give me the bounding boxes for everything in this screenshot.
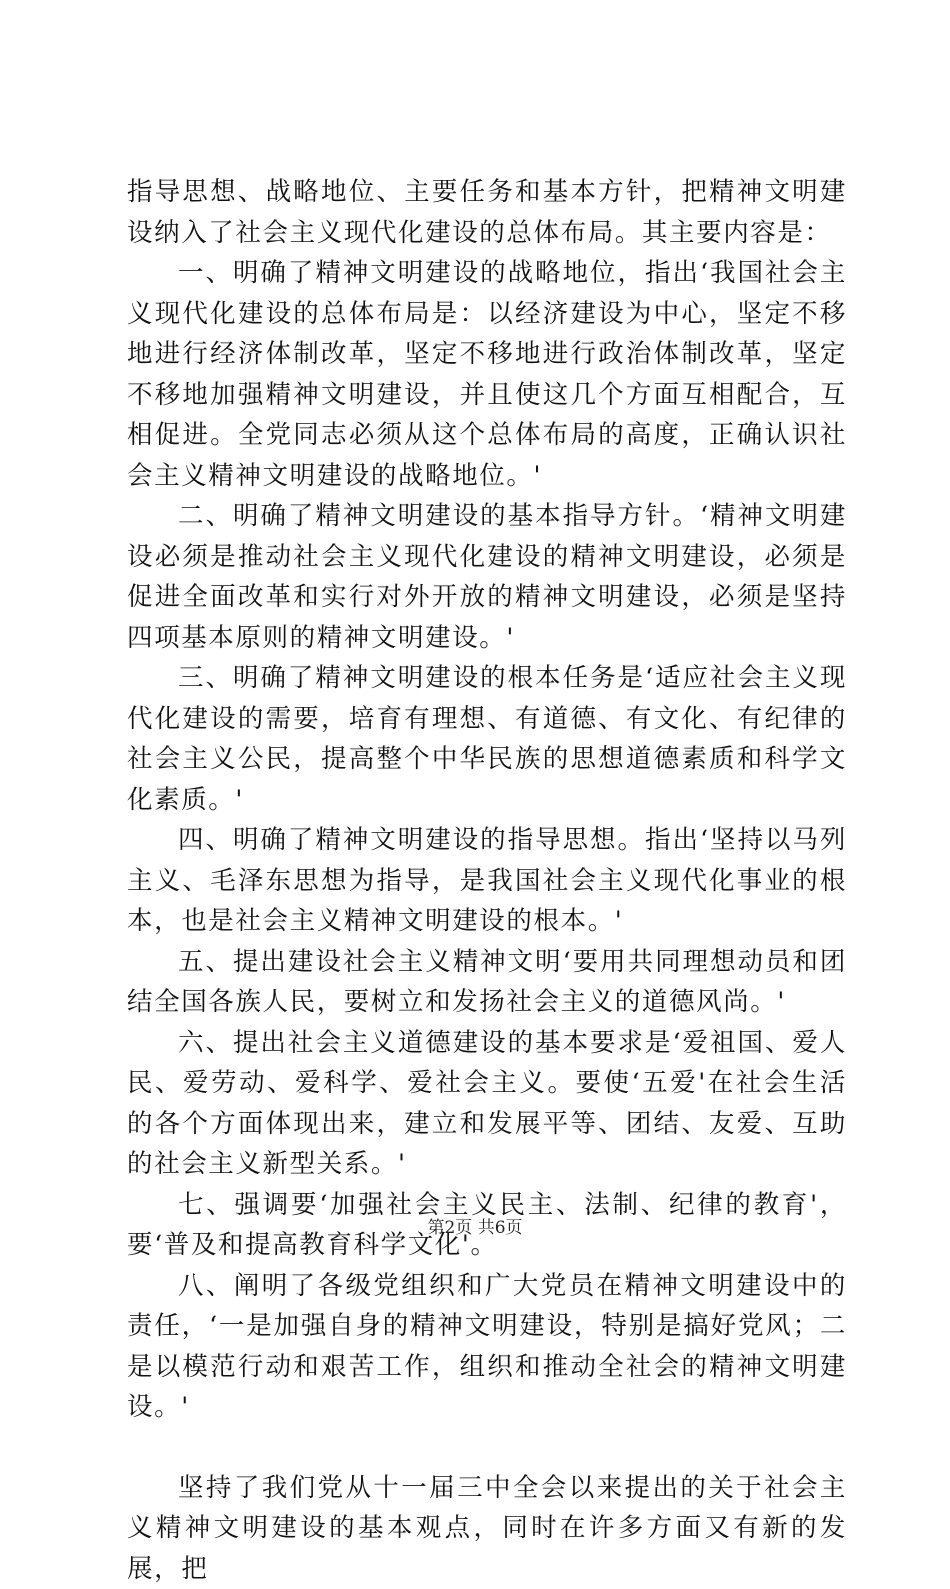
paragraph-gap bbox=[127, 1428, 847, 1468]
paragraph-point-3: 三、明确了精神文明建设的根本任务是‘适应社会主义现代化建设的需要，培育有理想、有道德、有文化、有纪律的社会主义公民，提高整个中华民族的思想道德素质和科学文化素质。' bbox=[127, 658, 847, 820]
paragraph-point-2: 二、明确了精神文明建设的基本指导方针。‘精神文明建设必须是推动社会主义现代化建设的精神文明建设，必须是促进全面改革和实行对外开放的精神文明建设，必须是坚持四项基本原则的精神文明建设。' bbox=[127, 496, 847, 658]
paragraph-point-7: 七、强调要‘加强社会主义民主、法制、纪律的教育'，要‘普及和提高教育科学文化'。 bbox=[127, 1185, 847, 1266]
paragraph-point-4: 四、明确了精神文明建设的指导思想。指出‘坚持以马列主义、毛泽东思想为指导，是我国社会主义现代化事业的根本，也是社会主义精神文明建设的根本。' bbox=[127, 820, 847, 942]
paragraph-continuation: 坚持了我们党从十一届三中全会以来提出的关于社会主义精神文明建设的基本观点，同时在许多方面又有新的发展，把 bbox=[127, 1468, 847, 1589]
page-number-footer: 第2页 共6页 bbox=[0, 1217, 950, 1239]
document-body bbox=[127, 172, 847, 1589]
paragraph-point-1: 一、明确了精神文明建设的战略地位，指出‘我国社会主义现代化建设的总体布局是：以经济建设为中心，坚定不移地进行经济体制改革，坚定不移地进行政治体制改革，坚定不移地加强精神文明建设，并且使这几个方面互相配合，互相促进。全党同志必须从这个总体布局的高度，正确认识社会主义精神文明建设的战略地位。' bbox=[127, 253, 847, 496]
paragraph-point-6: 六、提出社会主义道德建设的基本要求是‘爱祖国、爱人民、爱劳动、爱科学、爱社会主义。要使‘五爱'在社会生活的各个方面体现出来，建立和发展平等、团结、友爱、互助的社会主义新型关系。' bbox=[127, 1023, 847, 1185]
paragraph-point-5: 五、提出建设社会主义精神文明‘要用共同理想动员和团结全国各族人民，要树立和发扬社会主义的道德风尚。' bbox=[127, 942, 847, 1023]
paragraph-intro: 指导思想、战略地位、主要任务和基本方针，把精神文明建设纳入了社会主义现代化建设的总体布局。其主要内容是： bbox=[127, 172, 847, 253]
paragraph-point-8: 八、阐明了各级党组织和广大党员在精神文明建设中的责任，‘一是加强自身的精神文明建设，特别是搞好党风；二是以模范行动和艰苦工作，组织和推动全社会的精神文明建设。' bbox=[127, 1266, 847, 1428]
